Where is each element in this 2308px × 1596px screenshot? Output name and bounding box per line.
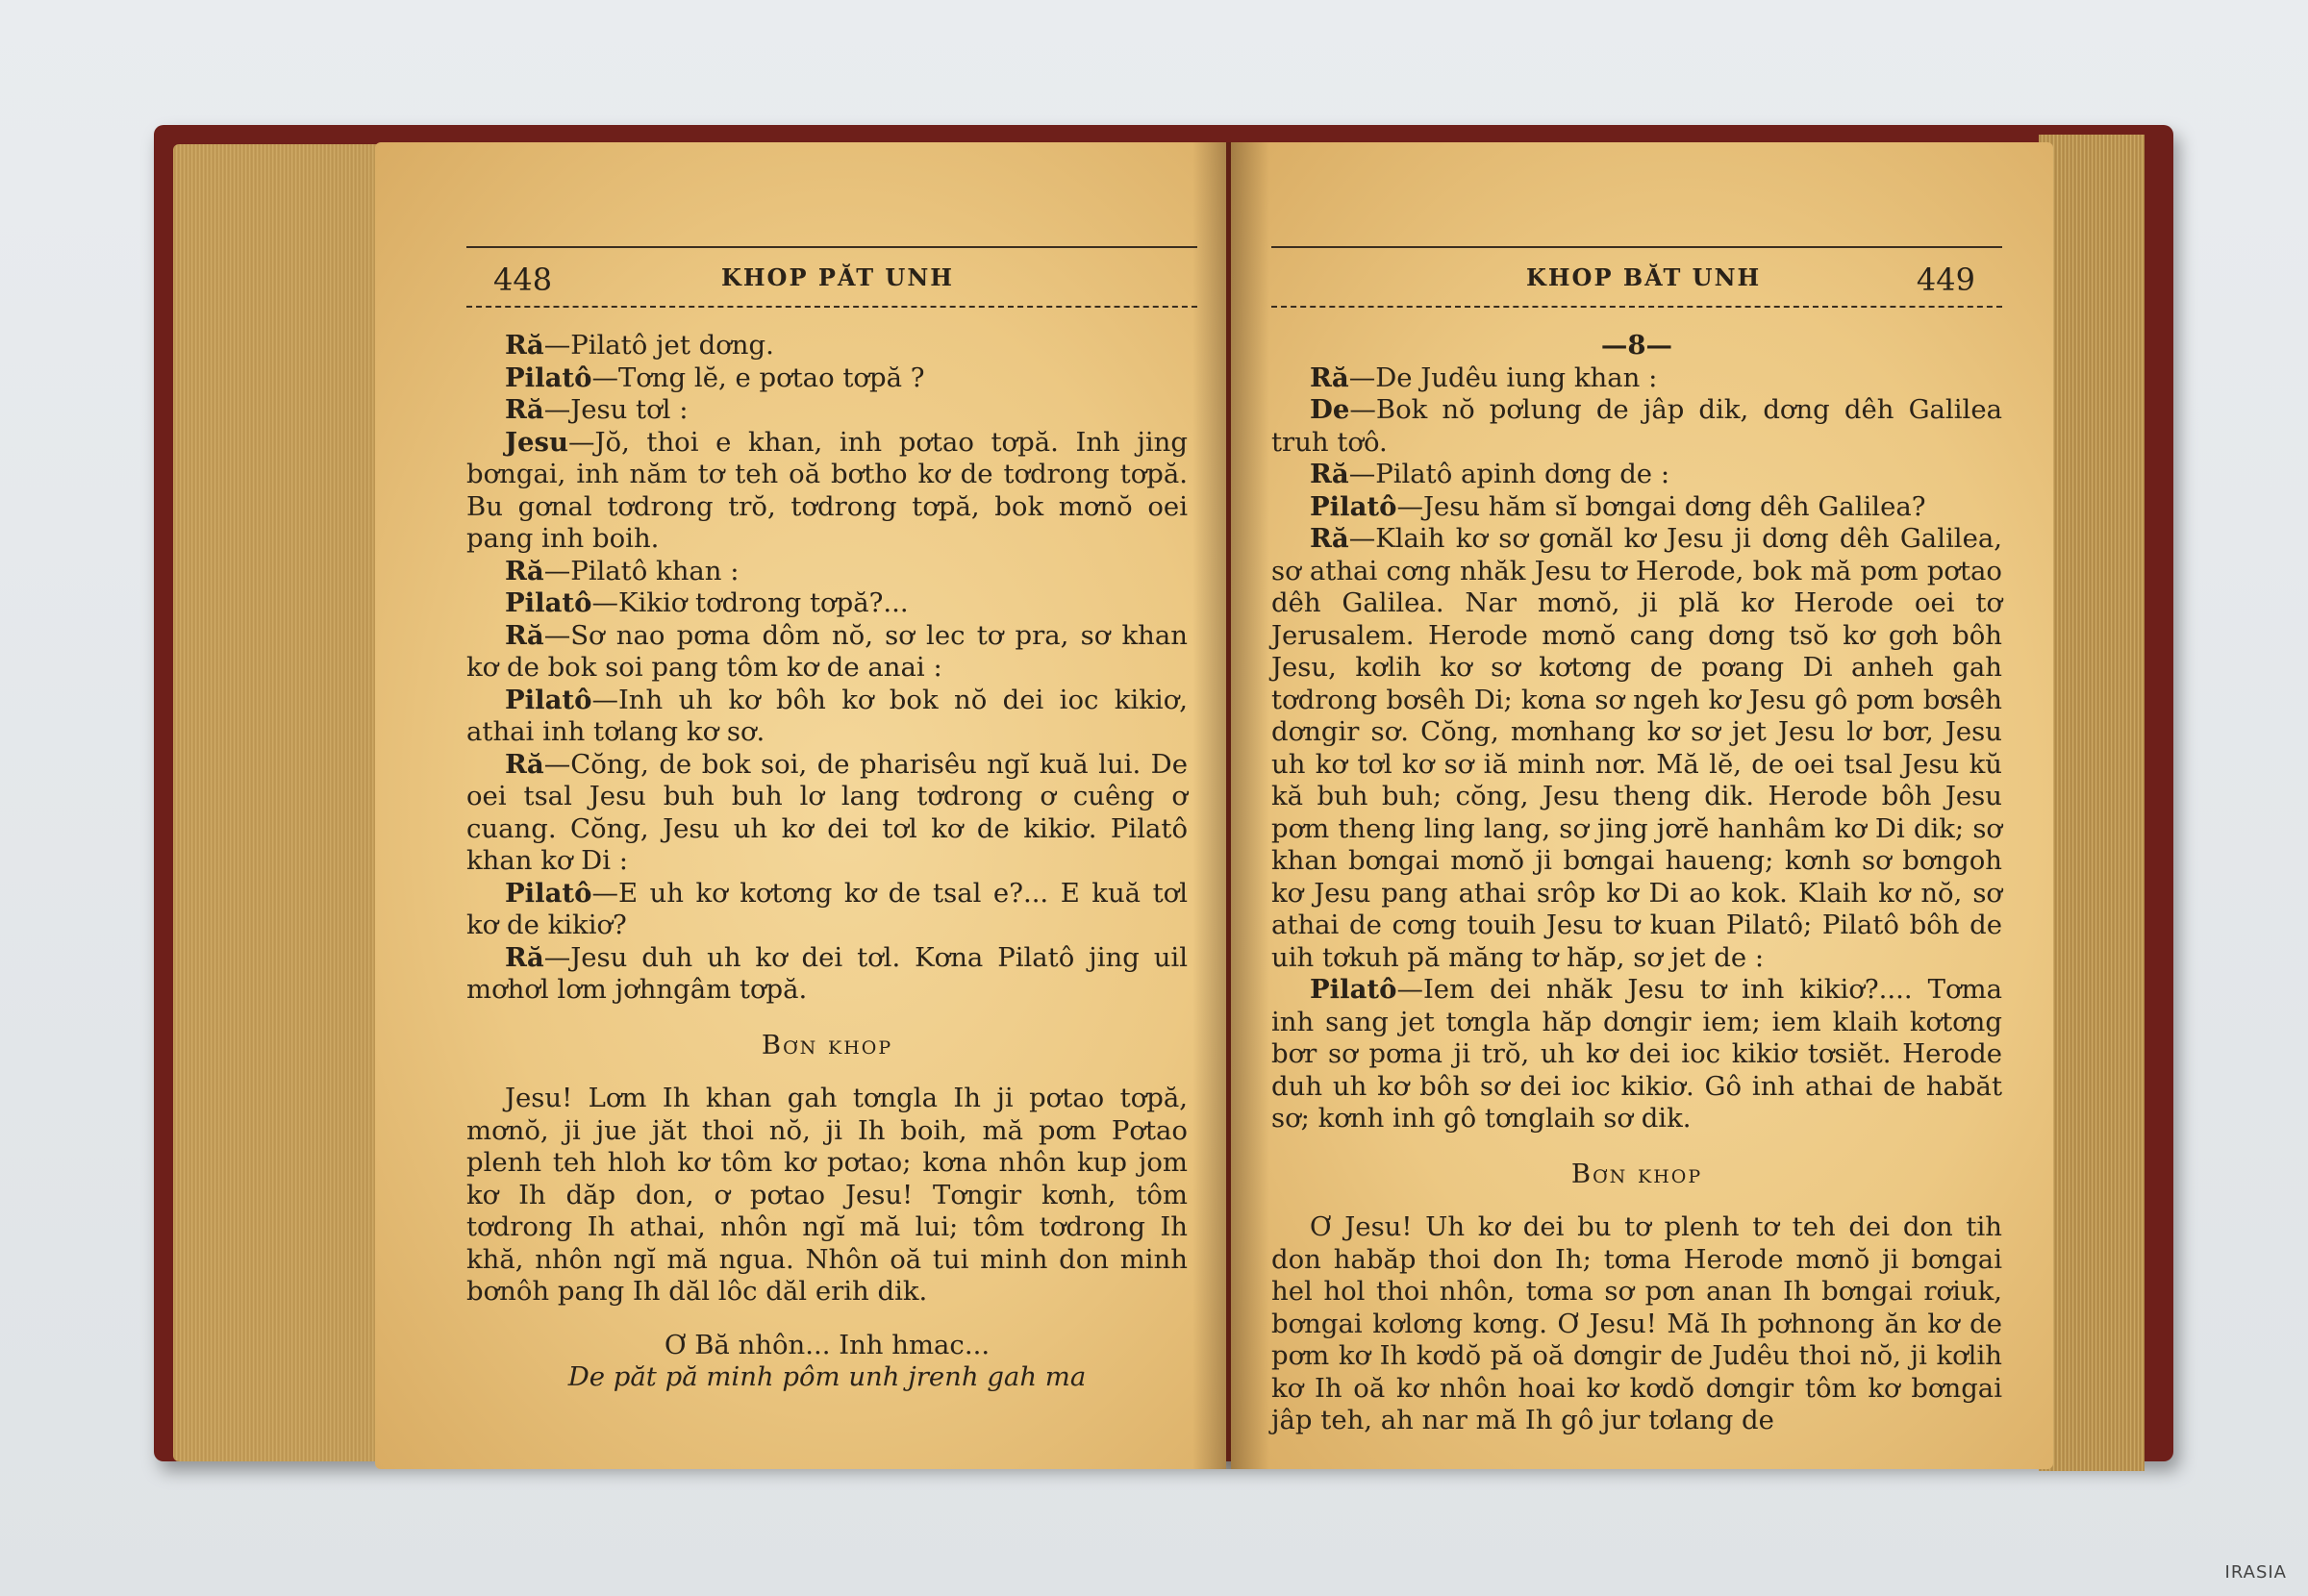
dialogue-text: —Jesu hăm sĭ bơngai dơng dêh Galilea? xyxy=(1396,490,1926,522)
dialogue-text: —De Judêu iung khan : xyxy=(1348,362,1658,393)
dialogue-line xyxy=(466,878,1188,942)
dialogue-line xyxy=(466,427,1188,556)
running-title: KHOP PĂT UNH xyxy=(721,263,954,291)
dialogue-text: —Cŏng, de bok soi, de pharisêu ngĭ kuă lui. De oei tsal Jesu buh buh lơ lang tơdrong ơ cuêng ơ cuang. Cŏng, Jesu uh kơ dei tơl kơ de kikiơ. Pilatô khan kơ Di : xyxy=(466,748,1188,876)
dialogue-line xyxy=(466,942,1188,1007)
dialogue-text: —E uh kơ kơtơng kơ de tsal e?... E kuă tơl kơ de kikiơ? xyxy=(466,877,1188,940)
speaker-name: Ră xyxy=(1310,459,1349,489)
speaker-name: Pilatô xyxy=(505,877,592,909)
dialogue-text: —Jesu duh uh kơ dei tơl. Kơna Pilatô jing uil mơhơl lơm jơhngâm tơpă. xyxy=(466,941,1188,1005)
speaker-name: De xyxy=(1310,394,1350,425)
dialogue-line xyxy=(466,587,1188,620)
speaker-name: Ră xyxy=(1310,523,1349,554)
chapter-subheading: —8— xyxy=(1600,330,1673,361)
dialogue-line xyxy=(1271,523,2002,974)
dialogue-text: —Tơng lĕ, e pơtao tơpă ? xyxy=(591,362,925,393)
left-page-header xyxy=(466,246,1197,308)
speaker-name: Ră xyxy=(505,555,544,586)
dialogue-text: —Klaih kơ sơ gơnăl kơ Jesu ji dơng dêh Galilea, sơ athai cơng nhăk Jesu tơ Herode, bok mă pơm pơtao dêh Galilea. Nar mơnŏ, ji plă kơ Herode oei tơ Jerusalem. Herode mơnŏ cang dơng tsŏ kơ gơh bôh Jesu, kơlih kơ sơ kơtơng de pơang Di anheh gah tơdrong bơsêh Di; kơna sơ ngeh kơ Jesu gô pơm bơsêh dơngir sơ. Cŏng, mơnhang kơ sơ jet Jesu lơ bơr, Jesu uh kơ tơl kơ sơ iă minh nơr. Mă lĕ, de oei tsal Jesu kŭ kă buh buh; cŏng, Jesu theng dik. Herode bôh Jesu pơm theng ling lang, sơ jing jơrĕ hanhâm kơ Di dik; sơ khan bơngai mơnŏ ji bơngai haueng; kơnh sơ bơngoh kơ Jesu pang athai srôp kơ Di ao kok. Klaih kơ nŏ, sơ athai de cơng touih Jesu tơ kuan Pilatô; Pilatô bôh de uih tơkuh pă măng tơ hăp, sơ jet de : xyxy=(1271,523,2002,973)
dialogue-line xyxy=(1271,394,2002,459)
speaker-name: Ră xyxy=(505,748,544,780)
dialogue-text: —Inh uh kơ bôh kơ bok nŏ dei ioc kikiơ, athai inh tơlang kơ sơ. xyxy=(466,684,1188,747)
speaker-name: Pilatô xyxy=(1310,490,1397,522)
dialogue-block xyxy=(466,330,1188,1007)
dialogue-line xyxy=(466,620,1188,685)
speaker-name: Ră xyxy=(505,941,544,973)
right-page xyxy=(1231,142,2053,1469)
right-page-header xyxy=(1271,246,2002,308)
dialogue-text: —Bok nŏ pơlung de jâp dik, dơng dêh Galilea truh tơô. xyxy=(1271,394,2002,458)
open-book xyxy=(154,96,2183,1481)
speaker-name: Pilatô xyxy=(1310,974,1397,1005)
left-page-body xyxy=(466,330,1188,1394)
dialogue-line xyxy=(466,362,1188,395)
dialogue-line xyxy=(466,330,1188,362)
dialogue-line xyxy=(1271,459,2002,491)
speaker-name: Pilatô xyxy=(505,587,592,618)
closing-italic-line: De păt pă minh pôm unh jrenh gah ma xyxy=(567,1361,1087,1392)
dialogue-text: —Pilatô jet dơng. xyxy=(543,330,774,361)
dialogue-line xyxy=(466,749,1188,878)
speaker-name: Ră xyxy=(505,394,544,425)
speaker-name: Ră xyxy=(505,330,544,361)
right-page-body xyxy=(1271,330,2002,1437)
speaker-name: Pilatô xyxy=(505,684,592,715)
dialogue-line xyxy=(1271,362,2002,395)
dialogue-text: —Kikiơ tơdrong tơpă?... xyxy=(591,587,909,618)
section-title: Bơn khop xyxy=(761,1029,893,1060)
dialogue-line xyxy=(466,556,1188,588)
section-title: Bơn khop xyxy=(1570,1158,1703,1189)
left-page-edges xyxy=(173,144,404,1461)
prayer-paragraph: Ơ Jesu! Uh kơ dei bu tơ plenh tơ teh dei don tih don habăp thoi don Ih; tơma Herode mơnŏ ji bơngai hel hol thoi nhôn, tơma sơ pơn anan Ih bơngai rơiuk, bơngai kơlơng kơng. Ơ Jesu! Mă Ih pơhnong ăn kơ de pơm kơ Ih kơdŏ pă oă dơngir de Judêu thoi nŏ, ji kơlih kơ Ih oă kơ nhôn hoai kơ kơdŏ dơngir tôm kơ bơngai jâp teh, ah nar mă Ih gô jur tơlang de xyxy=(1271,1211,2002,1435)
closing-line: Ơ Bă nhôn... Inh hmac... xyxy=(664,1329,991,1360)
dialogue-text: —Iem dei nhăk Jesu tơ inh kikiơ?.... Tơma inh sang jet tơngla hăp dơngir iem; iem klaih kơtơng bơr sơ pơma ji trŏ, uh kơ dei ioc kikiơ tơsiĕt. Herode duh uh kơ bôh sơ dei ioc kikiơ. Gô inh athai de habăt sơ; kơnh inh gô tơnglaih sơ dik. xyxy=(1271,974,2002,1134)
dialogue-text: —Jesu tơl : xyxy=(543,394,689,425)
dialogue-text: —Pilatô khan : xyxy=(543,555,740,586)
dialogue-text: —Pilatô apinh dơng de : xyxy=(1348,459,1670,489)
dialogue-line xyxy=(466,685,1188,749)
speaker-name: Ră xyxy=(505,619,544,651)
prayer-paragraph: Jesu! Lơm Ih khan gah tơngla Ih ji pơtao tơpă, mơnŏ, ji jue jăt thoi nŏ, ji Ih boih, mă pơm Pơtao plenh teh hloh kơ tôm kơ pơtao; kơna nhôn kup jom kơ Ih dăp don, ơ pơtao Jesu! Tơngir kơnh, tôm tơdrong Ih athai, nhôn ngĭ mă lui; tôm tơdrong Ih khă, nhôn ngĭ mă ngua. Nhôn oă tui minh don minh bơnôh pang Ih dăl lôc dăl erih dik. xyxy=(466,1083,1188,1307)
speaker-name: Pilatô xyxy=(505,362,592,393)
watermark: IRASIA xyxy=(2224,1562,2287,1583)
left-page xyxy=(375,142,1226,1469)
dialogue-line xyxy=(1271,974,2002,1135)
dialogue-line xyxy=(1271,491,2002,524)
dialogue-text: —Sơ nao pơma dôm nŏ, sơ lec tơ pra, sơ khan kơ de bok soi pang tôm kơ de anai : xyxy=(466,619,1188,683)
speaker-name: Jesu xyxy=(505,426,568,458)
speaker-name: Ră xyxy=(1310,362,1349,393)
page-number: 448 xyxy=(493,262,553,298)
page-number: 449 xyxy=(1916,262,1975,298)
right-page-edges xyxy=(2039,135,2145,1471)
book-spine-shadow xyxy=(1192,142,1269,1469)
running-title: KHOP BĂT UNH xyxy=(1526,263,1762,291)
dialogue-block xyxy=(1271,362,2002,1135)
dialogue-line xyxy=(466,394,1188,427)
dialogue-text: —Jŏ, thoi e khan, inh pơtao tơpă. Inh jing bơngai, inh năm tơ teh oă bơtho kơ de tơdrong tơpă. Bu gơnal tơdrong trŏ, tơdrong tơpă, bok mơnŏ oei pang inh boih. xyxy=(466,426,1188,554)
